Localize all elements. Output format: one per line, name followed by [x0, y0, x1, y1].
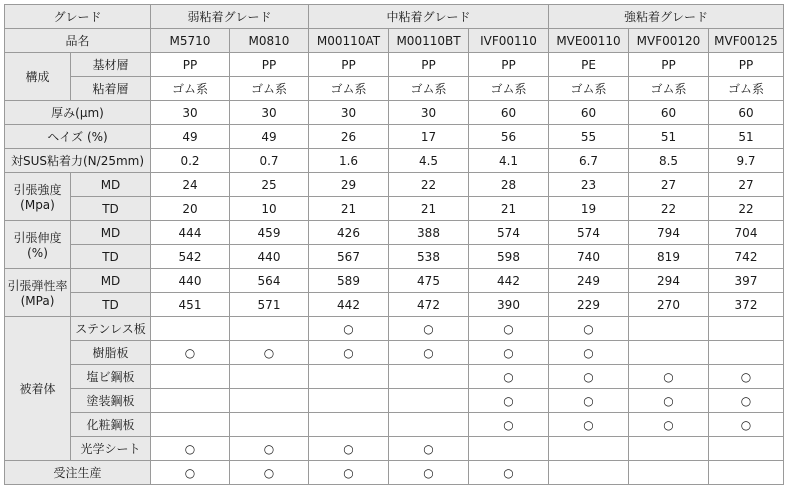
product-name: MVF00120 [629, 29, 709, 53]
mark-cell: ○ [469, 365, 549, 389]
cell: 6.7 [549, 149, 629, 173]
cell: 442 [469, 269, 549, 293]
cell: 60 [629, 101, 709, 125]
cell: ゴム系 [629, 77, 709, 101]
cell: 388 [389, 221, 469, 245]
cell: 574 [469, 221, 549, 245]
product-row [5, 29, 784, 53]
mark-cell: ○ [549, 365, 629, 389]
mark-cell [151, 365, 230, 389]
mark-cell [151, 317, 230, 341]
cell: ゴム系 [230, 77, 309, 101]
mark-cell [309, 365, 389, 389]
cell: 56 [469, 125, 549, 149]
mark-cell [309, 389, 389, 413]
cell: 10 [230, 197, 309, 221]
cell: 740 [549, 245, 629, 269]
cell: 27 [709, 173, 784, 197]
cell: 27 [629, 173, 709, 197]
cell: 49 [151, 125, 230, 149]
cell: 8.5 [629, 149, 709, 173]
mark-cell: ○ [549, 341, 629, 365]
mark-cell: ○ [469, 317, 549, 341]
tensile-strength-label [5, 173, 71, 221]
mark-cell [230, 365, 309, 389]
grade-label: グレード [5, 5, 151, 29]
mark-cell [230, 389, 309, 413]
adherend-row [5, 317, 784, 341]
mark-cell: ○ [629, 413, 709, 437]
cell: ゴム系 [389, 77, 469, 101]
cell: 0.7 [230, 149, 309, 173]
tensile-strength-label-line2: (Mpa) [20, 198, 55, 212]
cell: 229 [549, 293, 629, 317]
cell: 22 [709, 197, 784, 221]
cell: 794 [629, 221, 709, 245]
mark-cell [230, 317, 309, 341]
base-layer-label: 基材層 [71, 53, 151, 77]
cell: PP [629, 53, 709, 77]
cell: 440 [230, 245, 309, 269]
cell: 26 [309, 125, 389, 149]
cell: 571 [230, 293, 309, 317]
mark-cell: ○ [309, 341, 389, 365]
mark-cell: ○ [469, 389, 549, 413]
mark-cell [309, 413, 389, 437]
cell: 19 [549, 197, 629, 221]
cell: PP [230, 53, 309, 77]
cell: 51 [709, 125, 784, 149]
cell: ゴム系 [549, 77, 629, 101]
cell: 4.1 [469, 149, 549, 173]
cell: ゴム系 [151, 77, 230, 101]
cell: 442 [309, 293, 389, 317]
mark-cell [151, 389, 230, 413]
cell: 17 [389, 125, 469, 149]
mark-cell [709, 341, 784, 365]
elongation-td-row [5, 245, 784, 269]
mark-cell: ○ [230, 461, 309, 485]
mark-cell [389, 389, 469, 413]
cell: PP [151, 53, 230, 77]
cell: PP [389, 53, 469, 77]
product-name: M0810 [230, 29, 309, 53]
cell: 49 [230, 125, 309, 149]
mark-cell: ○ [469, 413, 549, 437]
adherend-item-label: 化粧鋼板 [71, 413, 151, 437]
md-label: MD [71, 269, 151, 293]
cell: 390 [469, 293, 549, 317]
spec-table [4, 4, 784, 485]
product-name: MVF00125 [709, 29, 784, 53]
mark-cell: ○ [151, 437, 230, 461]
adherend-row [5, 365, 784, 389]
mark-cell [709, 317, 784, 341]
cell: 1.6 [309, 149, 389, 173]
cell: 30 [389, 101, 469, 125]
cell: 440 [151, 269, 230, 293]
cell: 25 [230, 173, 309, 197]
group-medium: 中粘着グレード [309, 5, 549, 29]
product-name: M00110BT [389, 29, 469, 53]
adherend-row [5, 341, 784, 365]
cell: PP [469, 53, 549, 77]
cell: 60 [549, 101, 629, 125]
mark-cell: ○ [549, 413, 629, 437]
cell: 29 [309, 173, 389, 197]
mark-cell [709, 461, 784, 485]
td-label: TD [71, 197, 151, 221]
tensile-md-row [5, 173, 784, 197]
cell: 23 [549, 173, 629, 197]
cell: 567 [309, 245, 389, 269]
made-to-order-row [5, 461, 784, 485]
product-name: M00110AT [309, 29, 389, 53]
mark-cell [629, 461, 709, 485]
cell: PP [709, 53, 784, 77]
elongation-label-line1: 引張伸度 [13, 231, 62, 245]
adherend-row [5, 389, 784, 413]
adhesion-label: 対SUS粘着力(N/25mm) [5, 149, 151, 173]
thickness-label: 厚み(μm) [5, 101, 151, 125]
mark-cell: ○ [629, 389, 709, 413]
product-name: MVE00110 [549, 29, 629, 53]
mark-cell [151, 413, 230, 437]
cell: 21 [389, 197, 469, 221]
mark-cell: ○ [309, 437, 389, 461]
elongation-label [5, 221, 71, 269]
group-weak: 弱粘着グレード [151, 5, 309, 29]
cell: 30 [151, 101, 230, 125]
cell: 589 [309, 269, 389, 293]
mark-cell: ○ [469, 461, 549, 485]
cell: 475 [389, 269, 469, 293]
mark-cell: ○ [151, 341, 230, 365]
mark-cell [629, 341, 709, 365]
modulus-td-row [5, 293, 784, 317]
md-label: MD [71, 173, 151, 197]
adherend-item-label: ステンレス板 [71, 317, 151, 341]
cell: 542 [151, 245, 230, 269]
cell: 21 [469, 197, 549, 221]
modulus-label-line1: 引張弾性率 [7, 279, 68, 293]
mark-cell [469, 437, 549, 461]
cell: 24 [151, 173, 230, 197]
mark-cell: ○ [230, 437, 309, 461]
elongation-md-row [5, 221, 784, 245]
adhesive-layer-label: 粘着層 [71, 77, 151, 101]
adhesion-row [5, 149, 784, 173]
md-label: MD [71, 221, 151, 245]
mark-cell [629, 437, 709, 461]
grade-row [5, 5, 784, 29]
cell: 20 [151, 197, 230, 221]
mark-cell: ○ [389, 461, 469, 485]
structure-base-row [5, 53, 784, 77]
cell: 9.7 [709, 149, 784, 173]
adherend-row [5, 413, 784, 437]
mark-cell: ○ [549, 317, 629, 341]
cell: 60 [469, 101, 549, 125]
cell: 30 [309, 101, 389, 125]
mark-cell: ○ [709, 389, 784, 413]
cell: 819 [629, 245, 709, 269]
tensile-strength-label-line1: 引張強度 [13, 183, 62, 197]
elongation-label-line2: (%) [27, 246, 48, 260]
structure-adhesive-row [5, 77, 784, 101]
mark-cell [549, 461, 629, 485]
cell: 459 [230, 221, 309, 245]
cell: 397 [709, 269, 784, 293]
cell: 60 [709, 101, 784, 125]
cell: 574 [549, 221, 629, 245]
mark-cell: ○ [709, 413, 784, 437]
modulus-label [5, 269, 71, 317]
cell: PP [309, 53, 389, 77]
cell: 270 [629, 293, 709, 317]
cell: 704 [709, 221, 784, 245]
adherend-item-label: 光学シート [71, 437, 151, 461]
cell: 451 [151, 293, 230, 317]
mark-cell: ○ [389, 317, 469, 341]
cell: 51 [629, 125, 709, 149]
mark-cell: ○ [309, 461, 389, 485]
adherend-row [5, 437, 784, 461]
mark-cell: ○ [389, 437, 469, 461]
cell: 444 [151, 221, 230, 245]
cell: 22 [629, 197, 709, 221]
cell: 55 [549, 125, 629, 149]
cell: 21 [309, 197, 389, 221]
haze-label: ヘイズ (%) [5, 125, 151, 149]
cell: 742 [709, 245, 784, 269]
mark-cell [389, 365, 469, 389]
mark-cell [629, 317, 709, 341]
cell: ゴム系 [709, 77, 784, 101]
cell: 0.2 [151, 149, 230, 173]
mark-cell: ○ [389, 341, 469, 365]
mark-cell [230, 413, 309, 437]
cell: 249 [549, 269, 629, 293]
thickness-row [5, 101, 784, 125]
mark-cell: ○ [629, 365, 709, 389]
mark-cell: ○ [151, 461, 230, 485]
cell: 28 [469, 173, 549, 197]
group-strong: 強粘着グレード [549, 5, 784, 29]
td-label: TD [71, 245, 151, 269]
cell: 4.5 [389, 149, 469, 173]
product-label: 品名 [5, 29, 151, 53]
mark-cell: ○ [309, 317, 389, 341]
cell: 30 [230, 101, 309, 125]
cell: 372 [709, 293, 784, 317]
cell: ゴム系 [309, 77, 389, 101]
mark-cell [549, 437, 629, 461]
cell: 598 [469, 245, 549, 269]
cell: 294 [629, 269, 709, 293]
modulus-label-line2: (MPa) [20, 294, 55, 308]
mark-cell [709, 437, 784, 461]
mark-cell: ○ [230, 341, 309, 365]
haze-row [5, 125, 784, 149]
td-label: TD [71, 293, 151, 317]
adherend-item-label: 樹脂板 [71, 341, 151, 365]
cell: 426 [309, 221, 389, 245]
product-name: M5710 [151, 29, 230, 53]
made-to-order-label: 受注生産 [5, 461, 151, 485]
mark-cell: ○ [469, 341, 549, 365]
adherend-item-label: 塩ビ鋼板 [71, 365, 151, 389]
cell: ゴム系 [469, 77, 549, 101]
mark-cell: ○ [549, 389, 629, 413]
cell: 22 [389, 173, 469, 197]
adherend-item-label: 塗装鋼板 [71, 389, 151, 413]
mark-cell [389, 413, 469, 437]
structure-label: 構成 [5, 53, 71, 101]
cell: 472 [389, 293, 469, 317]
cell: PE [549, 53, 629, 77]
adherend-label: 被着体 [5, 317, 71, 461]
modulus-md-row [5, 269, 784, 293]
tensile-td-row [5, 197, 784, 221]
mark-cell: ○ [709, 365, 784, 389]
cell: 538 [389, 245, 469, 269]
product-name: IVF00110 [469, 29, 549, 53]
cell: 564 [230, 269, 309, 293]
